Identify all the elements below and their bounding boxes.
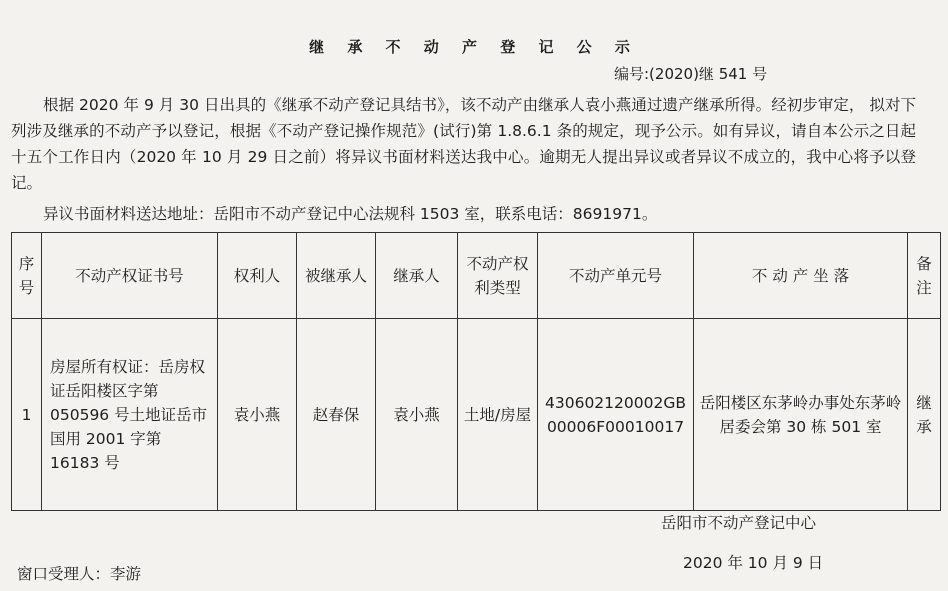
header-remark: 备注 (908, 233, 941, 319)
objection-address: 异议书面材料送达地址：岳阳市不动产登记中心法规科 1503 室，联系电话：8691971。 (43, 205, 658, 223)
window-clerk: 窗口受理人：李游 (17, 565, 142, 583)
header-decedent: 被继承人 (297, 233, 376, 319)
header-right-holder: 权利人 (218, 233, 297, 319)
header-unit-number: 不动产单元号 (538, 233, 694, 319)
table-row (12, 319, 941, 511)
cell-unit-number: 430602120002GB00006F00010017 (538, 319, 694, 511)
notice-body (11, 92, 916, 196)
header-index: 序号 (12, 233, 42, 319)
header-location: 不 动 产 坐 落 (694, 233, 908, 319)
table-header-row (12, 233, 941, 319)
registry-table (11, 232, 941, 511)
serial-number: 编号:(2020)继 541 号 (614, 65, 768, 83)
cell-location: 岳阳楼区东茅岭办事处东茅岭居委会第 30 栋 501 室 (694, 319, 908, 511)
notice-paragraph: 根据 2020 年 9 月 30 日出具的《继承不动产登记具结书》，该不动产由继承人袁小燕通过遗产继承所得。经初步审定， 拟对下列涉及继承的不动产予以登记，根据《不动产登记操作规范》(试行)第 1.8.6.1 条的规定，现予公示。如有异议，请自本公示之日起十五个工作日内（2020 年 10 月 29 日之前）将异议书面材料送达我中心。逾期无人提出异议或者异议不成立的，我中心将予以登记。 (11, 96, 916, 192)
cell-decedent: 赵春保 (297, 319, 376, 511)
issue-date: 2020 年 10 月 9 日 (683, 554, 824, 572)
cell-index: 1 (12, 319, 42, 511)
notice-title: 继 承 不 动 产 登 记 公 示 (309, 38, 639, 56)
cell-certificate: 房屋所有权证：岳房权证岳阳楼区字第 050596 号土地证岳市国用 2001 字第 16183 号 (42, 319, 218, 511)
cell-right-type: 土地/房屋 (458, 319, 538, 511)
cell-heir: 袁小燕 (376, 319, 458, 511)
header-certificate: 不动产权证书号 (42, 233, 218, 319)
header-heir: 继承人 (376, 233, 458, 319)
header-right-type: 不动产权利类型 (458, 233, 538, 319)
cell-remark: 继承 (908, 319, 941, 511)
cell-right-holder: 袁小燕 (218, 319, 297, 511)
issuing-organization: 岳阳市不动产登记中心 (661, 514, 817, 532)
